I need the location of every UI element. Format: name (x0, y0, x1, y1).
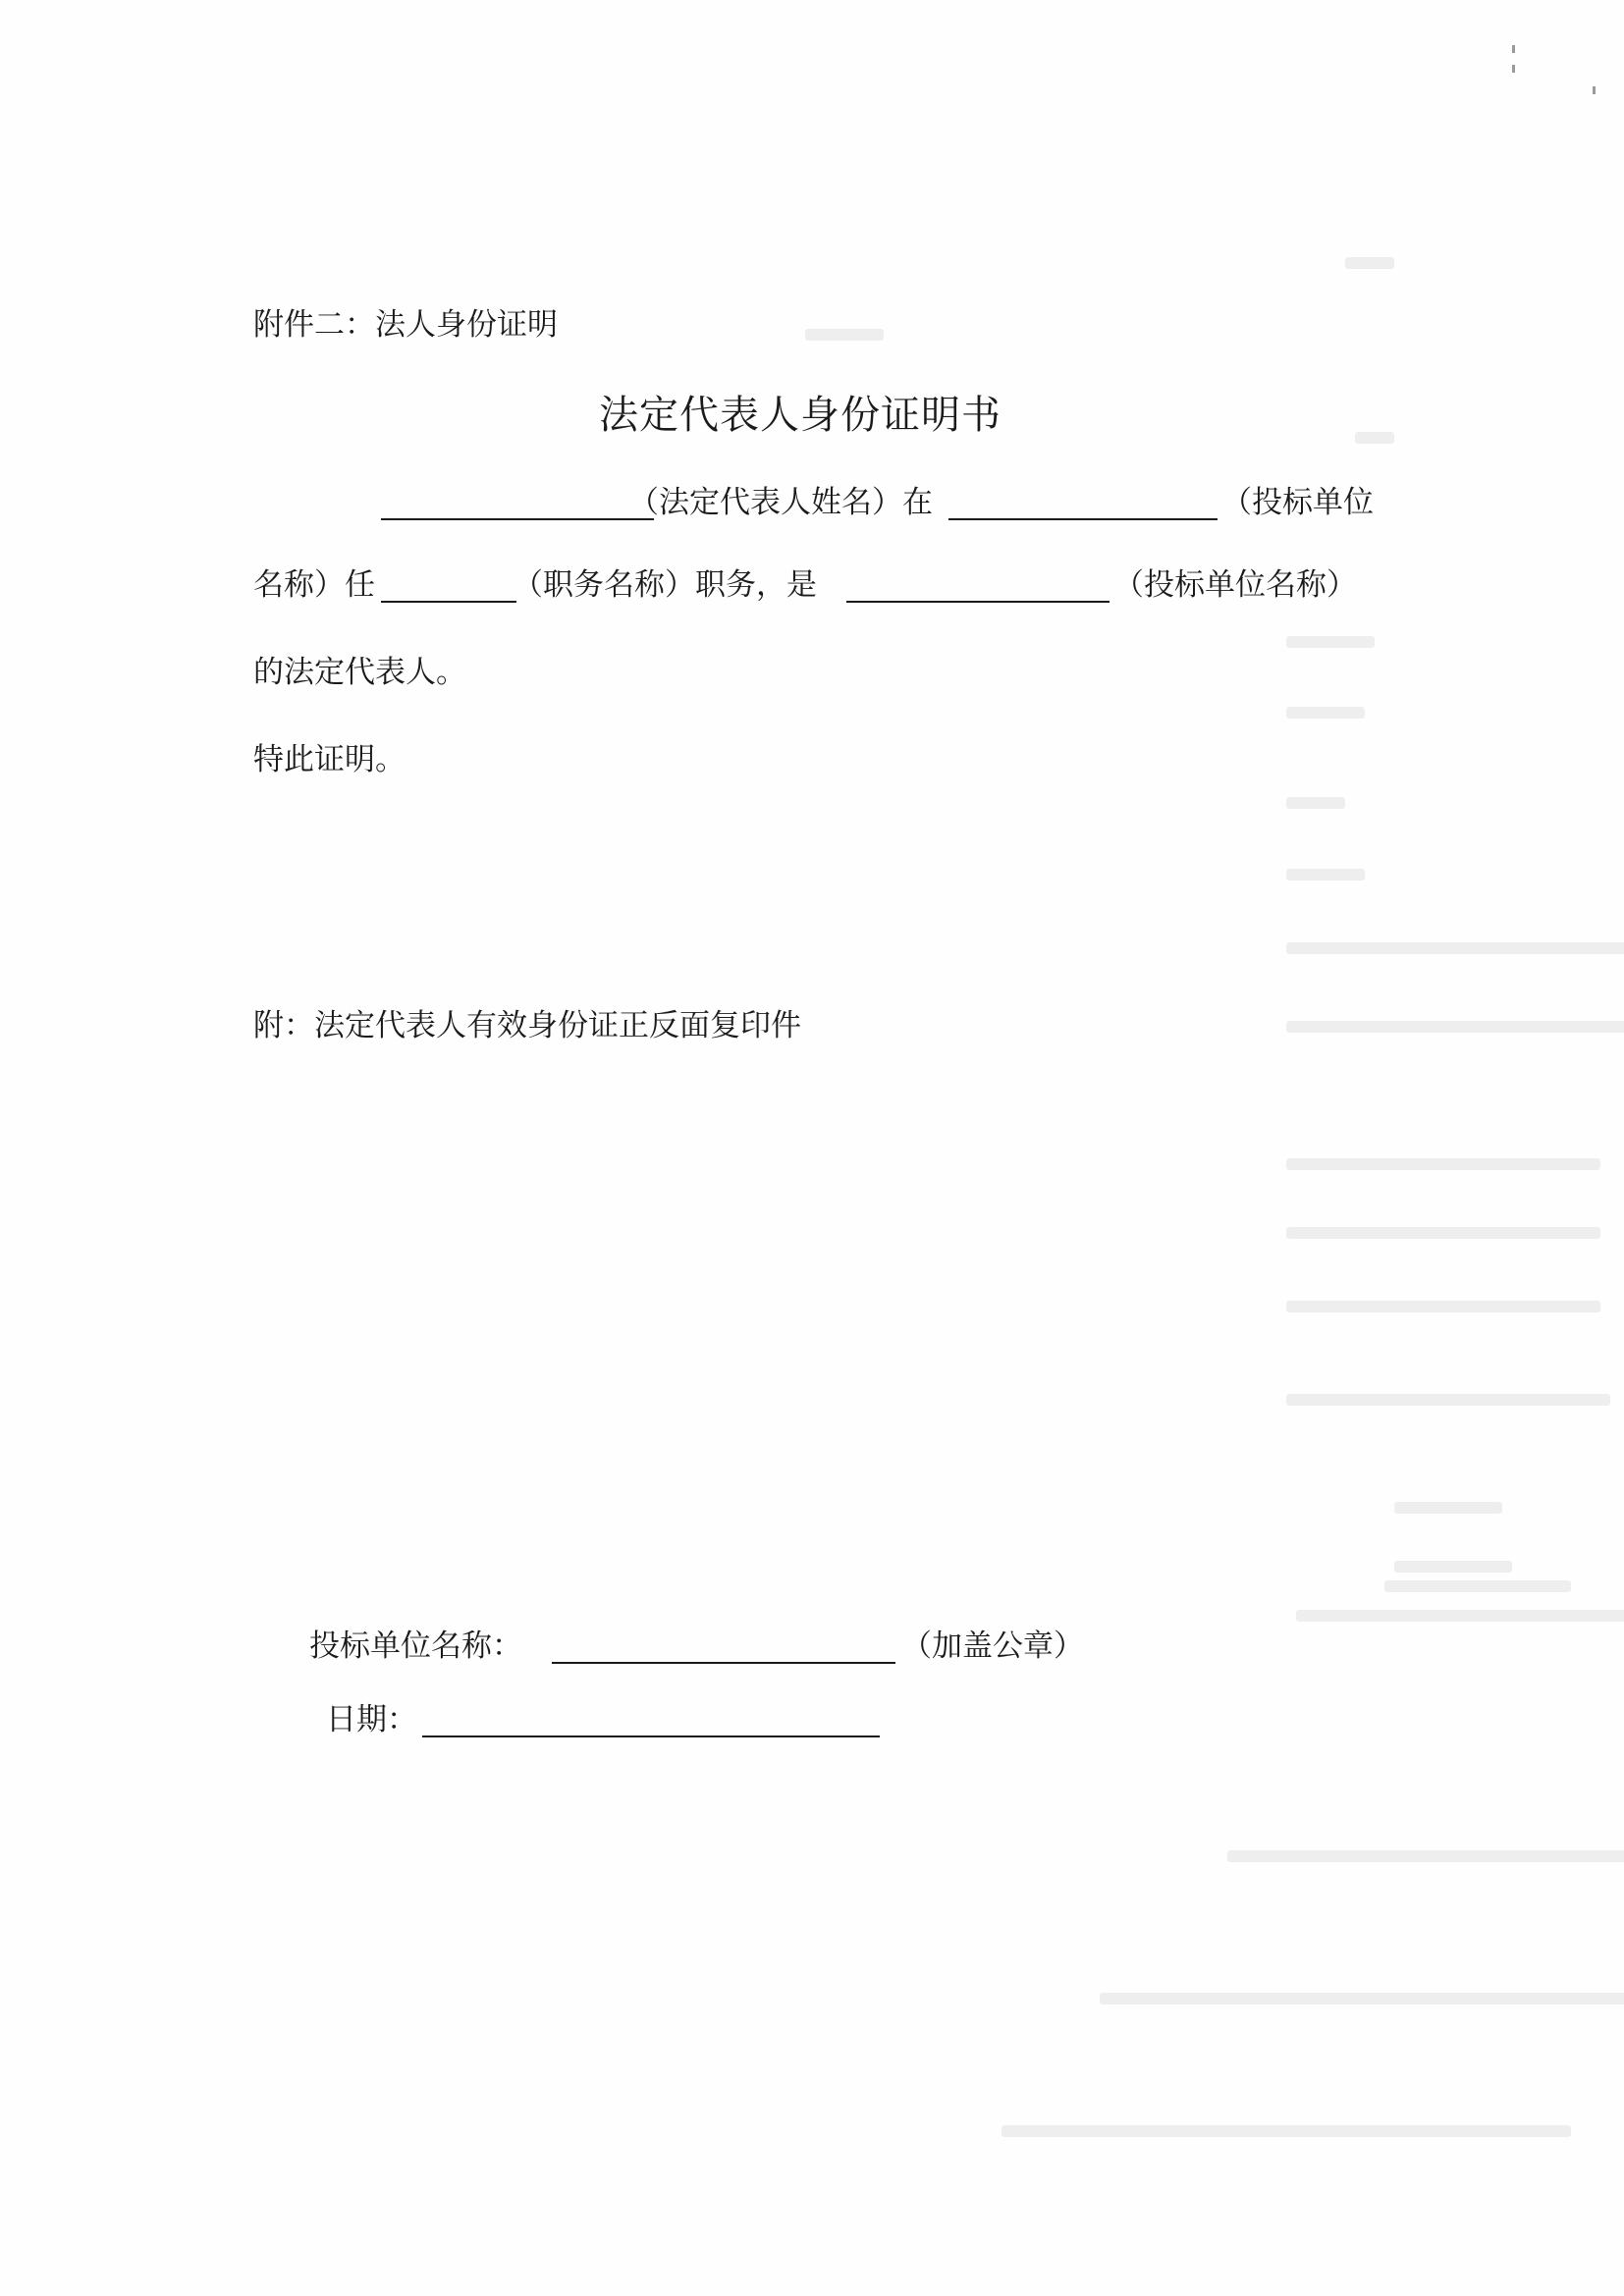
unit-name-hint-1-end: 名称）任 (253, 567, 375, 603)
position-hint: （职务名称）职务，是 (513, 567, 817, 603)
attachment-label: 附件二：法人身份证明 (253, 307, 558, 343)
appendix-note: 附：法定代表人有效身份证正反面复印件 (253, 1008, 801, 1043)
scan-mark (1593, 86, 1596, 94)
date-blank[interactable] (422, 1735, 880, 1737)
scan-mark (1512, 45, 1515, 53)
seal-hint: （加盖公章） (901, 1629, 1084, 1664)
unit-name-hint-1: （投标单位 (1221, 485, 1374, 520)
legal-rep-name-blank[interactable] (381, 518, 654, 520)
unit-name-blank-1[interactable] (948, 518, 1218, 520)
legal-rep-statement-end: 的法定代表人。 (253, 655, 466, 690)
unit-name-hint-2: （投标单位名称） (1113, 567, 1357, 603)
unit-name-blank-2[interactable] (846, 601, 1110, 603)
document-title: 法定代表人身份证明书 (599, 393, 1001, 438)
bidder-unit-blank[interactable] (552, 1662, 895, 1664)
scan-mark (1512, 65, 1515, 73)
date-label: 日期： (326, 1702, 417, 1737)
legal-rep-name-hint: （法定代表人姓名）在 (628, 485, 933, 520)
bidder-unit-label: 投标单位名称： (309, 1629, 522, 1664)
position-blank[interactable] (381, 601, 516, 603)
certification-text: 特此证明。 (253, 742, 406, 777)
